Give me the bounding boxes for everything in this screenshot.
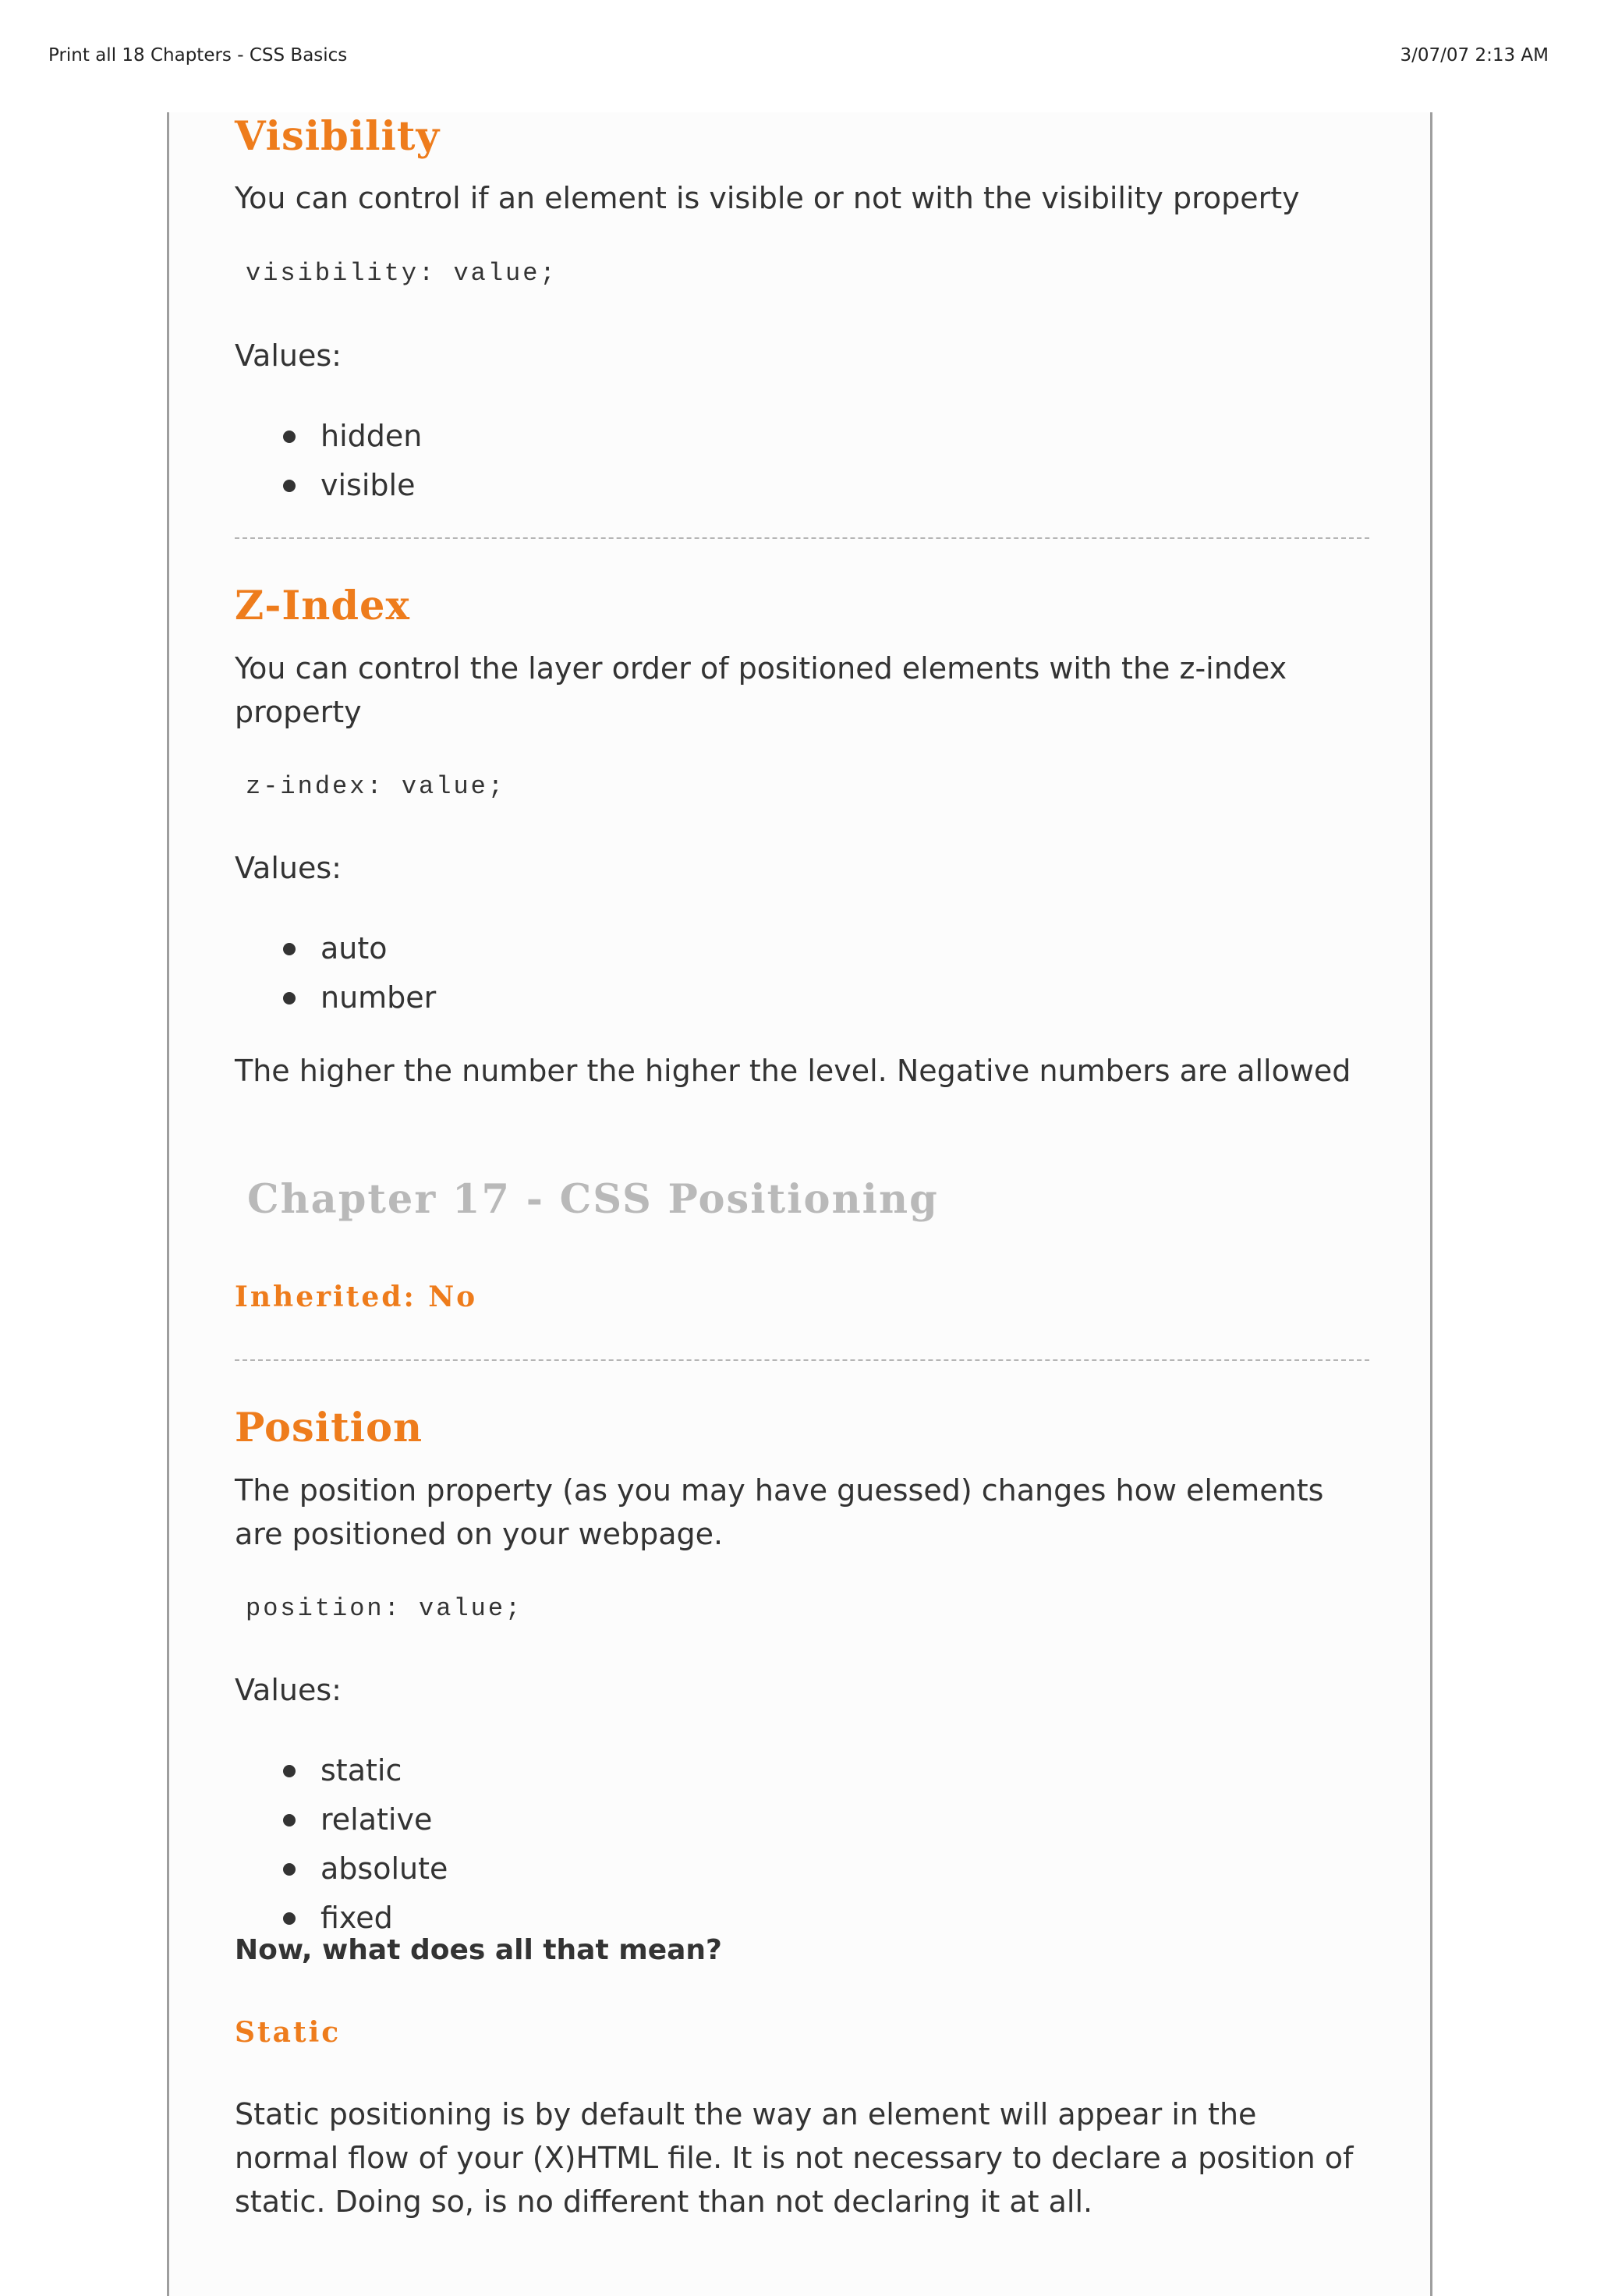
zindex-heading: Z-Index [235,583,410,629]
list-item: absolute [235,1844,448,1894]
bullet-icon [283,992,296,1004]
bullet-icon [283,1863,296,1876]
print-header-timestamp: 3/07/07 2:13 AM [1400,45,1549,66]
static-subheading: Static [235,2016,342,2049]
inherited-label: Inherited: No [235,1281,478,1313]
list-item: visible [235,461,422,510]
zindex-note: The higher the number the higher the level. Negative numbers are allowed [235,1054,1351,1088]
visibility-heading: Visibility [235,113,441,160]
position-values-label: Values: [235,1673,342,1707]
print-header-title: Print all 18 Chapters - CSS Basics [48,45,348,66]
list-item: hidden [235,412,422,461]
zindex-values-label: Values: [235,851,342,885]
position-code: position: value; [246,1594,523,1623]
section-divider [235,1359,1369,1361]
bullet-icon [283,480,296,492]
list-item: fixed [235,1894,448,1943]
visibility-values-list [235,412,422,510]
zindex-code: z-index: value; [246,772,506,801]
static-description: Static positioning is by default the way an element will appear in the normal flow of your (X)HTML file. It is not necessary to declare a position of static. Doing so, is no different than not declaring it at all. [235,2097,1354,2219]
bullet-icon [283,1912,296,1925]
bullet-icon [283,1765,296,1777]
section-divider [235,537,1369,539]
chapter-heading: Chapter 17 - CSS Positioning [247,1176,939,1223]
zindex-description: You can control the layer order of positioned elements with the z-index property [235,651,1287,729]
position-heading: Position [235,1405,423,1451]
position-description: The position property (as you may have guessed) changes how elements are positioned on your webpage. [235,1473,1324,1551]
bullet-icon [283,943,296,955]
bullet-icon [283,1814,296,1827]
visibility-code: visibility: value; [246,259,558,288]
list-item: number [235,973,436,1022]
zindex-values-list [235,924,436,1022]
content-frame [167,112,1432,2296]
list-item: relative [235,1795,448,1844]
list-item: auto [235,924,436,973]
position-values-list [235,1746,448,1943]
visibility-description: You can control if an element is visible or not with the visibility property [235,181,1300,215]
position-question: Now, what does all that mean? [235,1934,722,1966]
visibility-values-label: Values: [235,338,342,373]
bullet-icon [283,430,296,443]
list-item: static [235,1746,448,1795]
